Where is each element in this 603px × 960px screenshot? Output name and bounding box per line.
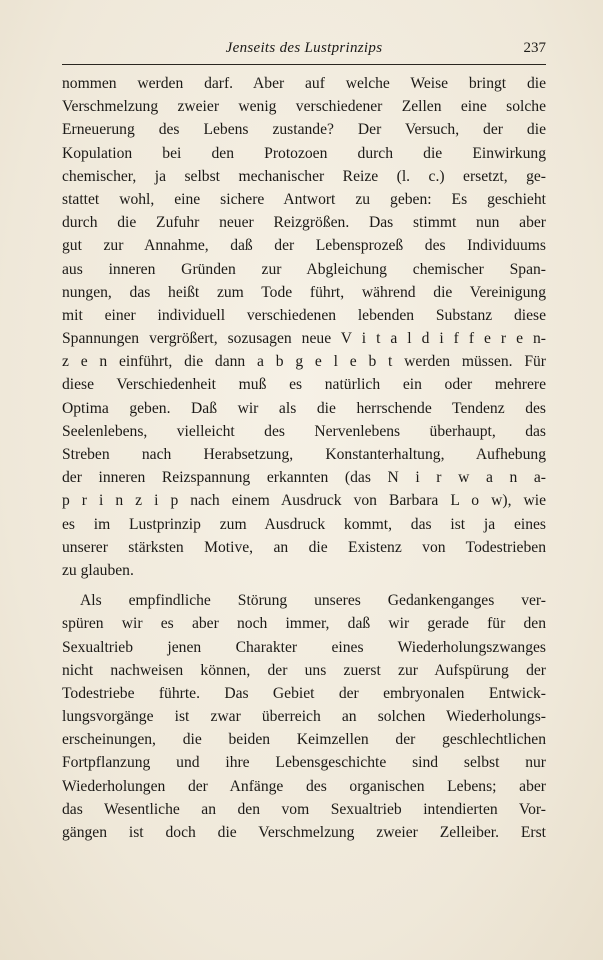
text-line: stattet wohl, eine sichere Antwort zu geben: Es geschieht [62,190,546,208]
text-line: mit einer individuell verschiedenen lebenden Substanz diese [62,306,546,324]
text-line: der inneren Reizspannung erkannten (das N i r w a n a- [62,469,546,487]
text-line: nicht nachweisen können, der uns zuerst zur Aufspürung der [62,661,546,679]
text-line: es im Lustprinzip zum Ausdruck kommt, das ist ja eines [62,515,546,533]
text-line: nommen werden darf. Aber auf welche Weise bringt die [62,75,546,92]
text-line: Als empfindliche Störung unseres Gedankenganges ver- [80,592,546,610]
text-line: chemischer, ja selbst mechanischer Reize (l. c.) ersetzt, ge- [62,167,546,185]
text-line: unserer stärksten Motive, an die Existenz von Todestrieben [62,538,546,556]
text-line: lungsvorgänge ist zwar überreich an solchen Wiederholungs- [62,708,546,726]
text-line: das Wesentliche an den vom Sexualtrieb intendierten Vor- [62,800,546,818]
running-title: Jenseits des Lustprinzips [225,40,383,56]
text-line: gut zur Annahme, daß der Lebensprozeß des Individuums [62,237,546,255]
paragraph-1 [62,72,546,582]
text-line: Kopulation bei den Protozoen durch die Einwirkung [62,144,546,162]
page-number: 237 [523,40,546,56]
text-line: Streben nach Herabsetzung, Konstanterhaltung, Aufhebung [62,446,546,463]
text-line: Optima geben. Daß wir als die herrschende Tendenz des [62,399,546,417]
text-line: aus inneren Gründen zur Abgleichung chemischer Span- [62,260,546,278]
text-line: nungen, das heißt zum Tode führt, während die Vereinigung [62,283,546,301]
text-line: Spannungen vergrößert, sozusagen neue V i t a l d i f f e r e n- [62,330,546,348]
text-line: spüren wir es aber noch immer, daß wir gerade für den [62,615,546,633]
text-line: erscheinungen, die beiden Keimzellen der geschlechtlichen [62,731,546,749]
text-line: Wiederholungen der Anfänge des organischen Lebens; aber [62,777,546,795]
body-text [62,72,546,844]
text-line: p r i n z i p nach einem Ausdruck von Barbara L o w), wie [62,492,546,510]
header-rule [62,64,546,65]
text-line: gängen ist doch die Verschmelzung zweier Zelleiber. Erst [62,824,546,841]
text-line: Sexualtrieb jenen Charakter eines Wiederholungszwanges [62,638,546,656]
text-line: zu glauben. [62,561,134,579]
text-line: Erneuerung des Lebens zustande? Der Versuch, der die [62,121,546,139]
text-line: durch die Zufuhr neuer Reizgrößen. Das stimmt nun aber [62,214,546,232]
text-line: diese Verschiedenheit muß es natürlich ein oder mehrere [62,376,546,394]
text-line: Verschmelzung zweier wenig verschiedener Zellen eine solche [62,98,546,116]
page-header [62,40,546,64]
paragraph-2 [62,589,546,844]
paragraph-gap [62,582,546,589]
text-line: Todestriebe führte. Das Gebiet der embryonalen Entwick- [62,684,546,702]
text-line: Seelenlebens, vielleicht des Nervenlebens überhaupt, das [62,422,546,440]
text-line: Fortpflanzung und ihre Lebensgeschichte sind selbst nur [62,754,546,772]
text-line: z e n einführt, die dann a b g e l e b t werden müssen. Für [62,353,546,371]
